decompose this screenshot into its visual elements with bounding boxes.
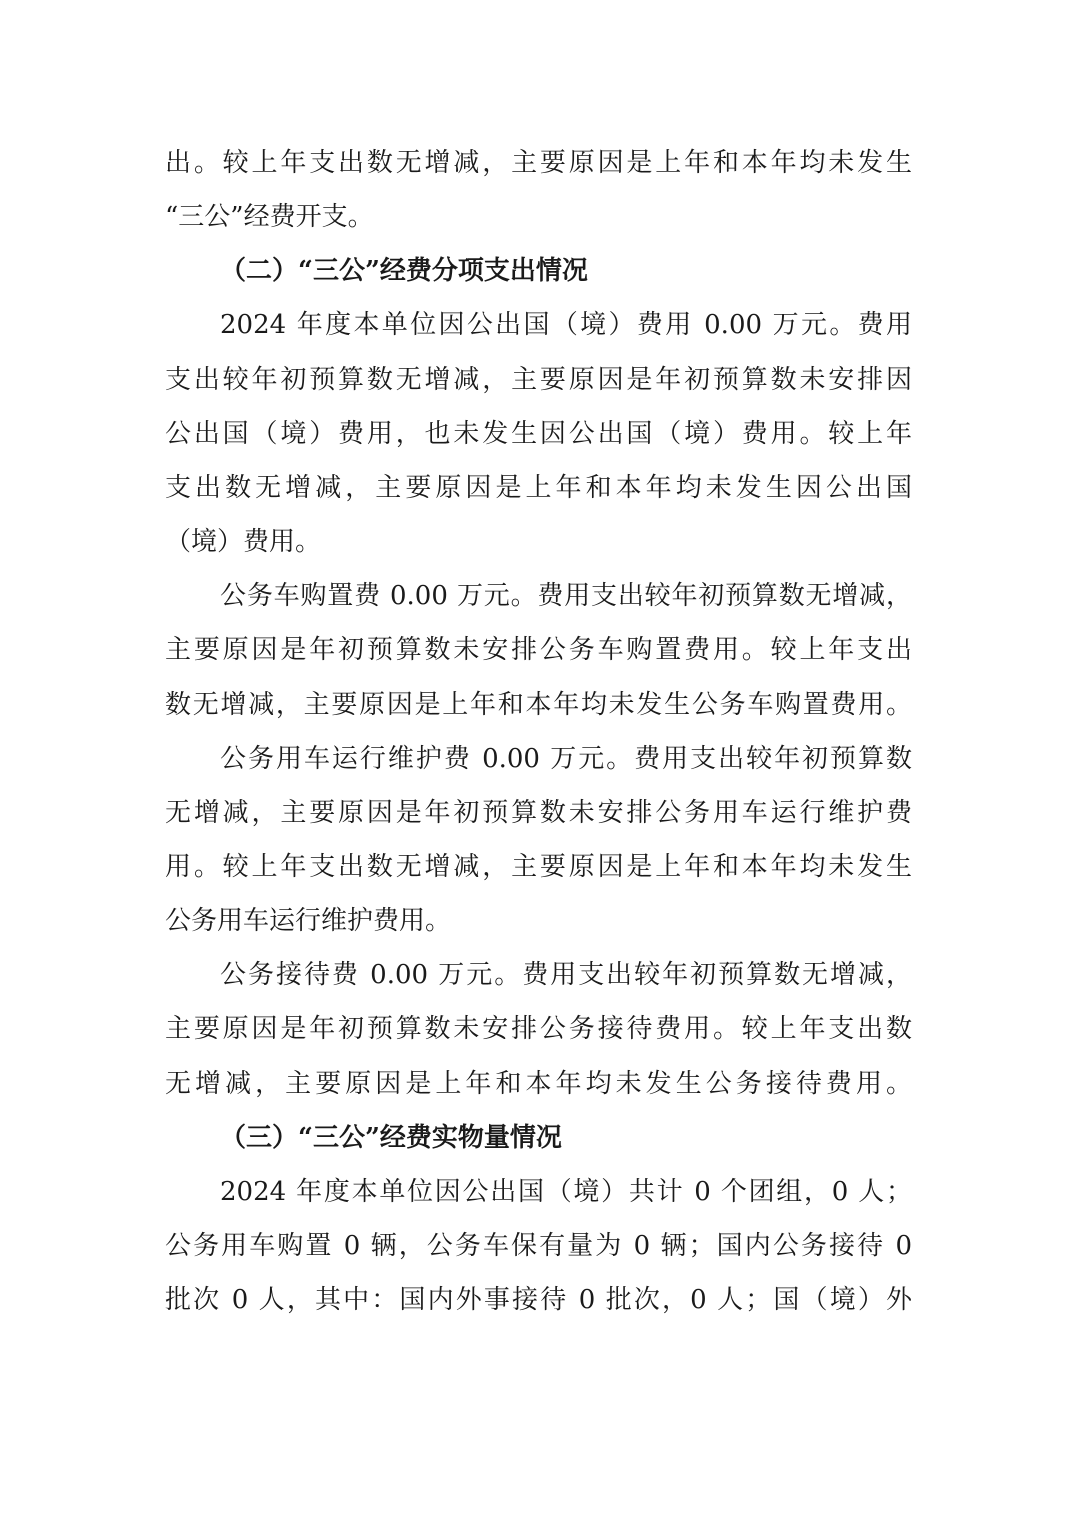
section-heading: （三）“三公”经费实物量情况: [220, 1122, 562, 1153]
paragraph-line: 用。较上年支出数无增减，主要原因是上年和本年均未发生: [165, 851, 912, 882]
paragraph-line: 支出较年初预算数无增减，主要原因是年初预算数未安排因: [165, 364, 912, 395]
paragraph-line: 2024 年度本单位因公出国（境）费用 0.00 万元。费用: [220, 310, 912, 341]
paragraph-line: 出。较上年支出数无增减，主要原因是上年和本年均未发生: [165, 148, 912, 178]
paragraph-line: 公务用车运行维护费 0.00 万元。费用支出较年初预算数: [220, 743, 912, 774]
paragraph-line: 公出国（境）费用，也未发生因公出国（境）费用。较上年: [165, 418, 912, 449]
paragraph-line: 公务用车购置 0 辆，公务车保有量为 0 辆；国内公务接待 0: [165, 1231, 912, 1261]
paragraph-line: 公务用车运行维护费用。: [165, 906, 452, 937]
paragraph-line: 数无增减，主要原因是上年和本年均未发生公务车购置费用。: [165, 689, 912, 720]
paragraph-line: 批次 0 人，其中：国内外事接待 0 批次，0 人；国（境）外: [165, 1285, 912, 1316]
paragraph-line: 2024 年度本单位因公出国（境）共计 0 个团组，0 人；: [220, 1176, 912, 1207]
paragraph-line: 公务车购置费 0.00 万元。费用支出较年初预算数无增减，: [220, 581, 912, 612]
paragraph-line: “三公”经费开支。: [165, 202, 374, 233]
paragraph-line: 主要原因是年初预算数未安排公务车购置费用。较上年支出: [165, 635, 912, 666]
paragraph-line: 无增减，主要原因是年初预算数未安排公务用车运行维护费: [165, 797, 912, 828]
paragraph-line: 支出数无增减，主要原因是上年和本年均未发生因公出国: [165, 472, 912, 503]
paragraph-line: 无增减，主要原因是上年和本年均未发生公务接待费用。: [165, 1068, 912, 1099]
paragraph-line: （境）费用。: [165, 527, 322, 558]
paragraph-line: 主要原因是年初预算数未安排公务接待费用。较上年支出数: [165, 1014, 912, 1045]
paragraph-line: 公务接待费 0.00 万元。费用支出较年初预算数无增减，: [220, 960, 912, 991]
section-heading: （二）“三公”经费分项支出情况: [220, 256, 588, 287]
